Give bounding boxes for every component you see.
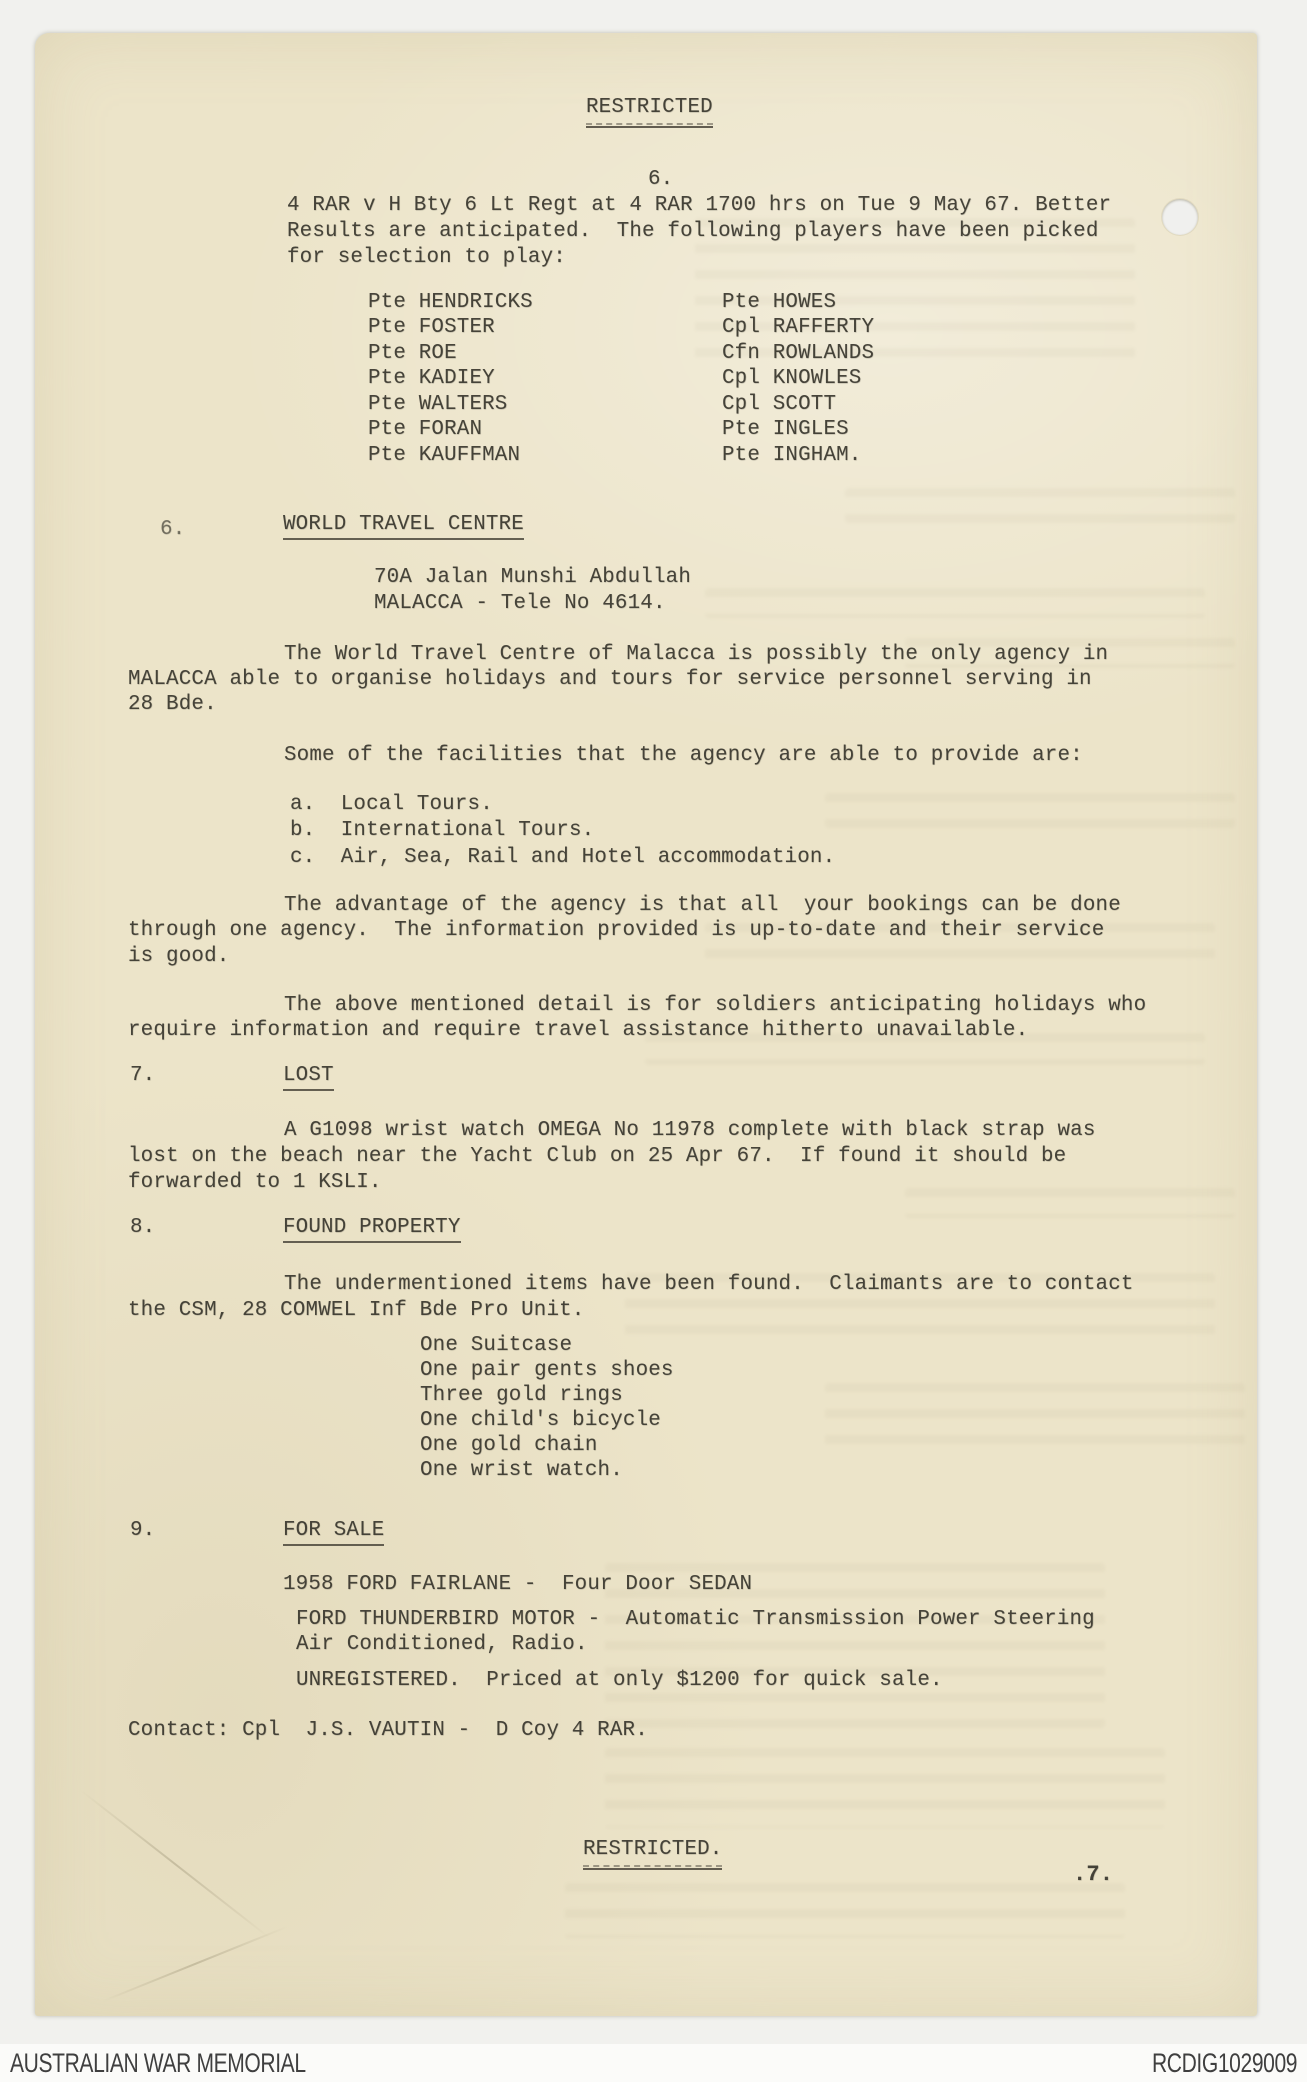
section-number: 6. — [160, 518, 186, 541]
document-page — [35, 33, 1257, 2016]
paragraph-line: for selection to play: — [287, 246, 566, 269]
player-name: Cfn ROWLANDS — [722, 342, 875, 365]
player-name: Pte FOSTER — [368, 316, 495, 339]
paragraph-line: 1958 FORD FAIRLANE - Four Door SEDAN — [283, 1573, 753, 1596]
found-item: One pair gents shoes — [420, 1359, 674, 1382]
address-line: 70A Jalan Munshi Abdullah — [374, 566, 692, 589]
bleed-through-smudge — [605, 1748, 1165, 1828]
paragraph-line: Air Conditioned, Radio. — [296, 1633, 588, 1656]
paragraph-line: FORD THUNDERBIRD MOTOR - Automatic Transmission Power Steering — [296, 1608, 1095, 1631]
list-item: a. Local Tours. — [290, 793, 493, 816]
hole-punch — [1162, 199, 1198, 235]
player-name: Pte FORAN — [368, 418, 483, 441]
paragraph-line: forwarded to 1 KSLI. — [128, 1171, 382, 1194]
classification-footer-text: RESTRICTED. — [583, 1837, 722, 1870]
player-name: Cpl RAFFERTY — [722, 316, 875, 339]
player-name: Pte ROE — [368, 342, 457, 365]
paragraph-line: 4 RAR v H Bty 6 Lt Regt at 4 RAR 1700 hrs on Tue 9 May 67. Better — [287, 194, 1112, 217]
section-number: 8. — [130, 1216, 156, 1239]
player-name: Pte INGHAM. — [722, 444, 862, 467]
section-heading — [283, 512, 524, 538]
classification-header — [586, 95, 713, 128]
list-item: b. International Tours. — [290, 819, 595, 842]
found-item: One Suitcase — [420, 1334, 573, 1357]
section-heading-text: FOUND PROPERTY — [283, 1216, 461, 1243]
bleed-through-smudge — [905, 1188, 1235, 1218]
player-name: Pte INGLES — [722, 418, 849, 441]
contact-line: Contact: Cpl J.S. VAUTIN - D Coy 4 RAR. — [128, 1719, 648, 1742]
section-heading — [283, 1063, 334, 1089]
paragraph-line: Results are anticipated. The following players have been picked — [287, 220, 1099, 243]
paragraph-line: A G1098 wrist watch OMEGA No 11978 complete with black strap was — [284, 1119, 1096, 1142]
section-heading-text: LOST — [283, 1064, 334, 1091]
paragraph-line: Some of the facilities that the agency are able to provide are: — [284, 744, 1083, 767]
found-item: One child's bicycle — [420, 1409, 661, 1432]
player-name: Cpl SCOTT — [722, 393, 837, 416]
list-item: c. Air, Sea, Rail and Hotel accommodation. — [290, 846, 836, 869]
address-line: MALACCA - Tele No 4614. — [374, 592, 666, 615]
page-number: 6. — [648, 168, 674, 191]
section-heading — [283, 1215, 461, 1241]
player-name: Cpl KNOWLES — [722, 367, 862, 390]
player-name: Pte HENDRICKS — [368, 291, 533, 314]
found-item: One wrist watch. — [420, 1459, 623, 1482]
found-item: One gold chain — [420, 1434, 598, 1457]
classification-header-text: RESTRICTED — [586, 95, 713, 128]
paragraph-line: require information and require travel assistance hitherto unavailable. — [128, 1019, 1029, 1042]
page-number-bottom: .7. — [1073, 1862, 1114, 1887]
paragraph-line: is good. — [128, 945, 230, 968]
bleed-through-smudge — [845, 488, 1235, 523]
paragraph-line: 28 Bde. — [128, 693, 217, 716]
player-name: Pte KADIEY — [368, 367, 495, 390]
paragraph-line: The World Travel Centre of Malacca is possibly the only agency in — [284, 643, 1109, 666]
bleed-through-smudge — [825, 793, 1235, 828]
reference-id: RCDIG1029009 — [1151, 2047, 1297, 2078]
section-heading — [283, 1518, 384, 1544]
player-name: Pte WALTERS — [368, 393, 508, 416]
archive-name: AUSTRALIAN WAR MEMORIAL — [10, 2047, 306, 2078]
section-heading-text: WORLD TRAVEL CENTRE — [283, 513, 524, 540]
paragraph-line: UNREGISTERED. Priced at only $1200 for quick sale. — [296, 1669, 943, 1692]
paragraph-line: lost on the beach near the Yacht Club on 25 Apr 67. If found it should be — [128, 1145, 1067, 1168]
footer-bar — [0, 2044, 1307, 2082]
section-number: 7. — [130, 1064, 156, 1087]
section-number: 9. — [130, 1519, 156, 1542]
paragraph-line: The advantage of the agency is that all your bookings can be done — [284, 894, 1121, 917]
bleed-through-smudge — [705, 588, 1205, 618]
paragraph-line: The above mentioned detail is for soldiers anticipating holidays who — [284, 994, 1147, 1017]
bleed-through-smudge — [565, 1883, 1125, 1938]
paper-crease — [80, 1789, 270, 1938]
paper-crease — [102, 1926, 288, 2003]
paragraph-line: through one agency. The information provided is up-to-date and their service — [128, 919, 1105, 942]
found-item: Three gold rings — [420, 1384, 623, 1407]
section-heading-text: FOR SALE — [283, 1519, 384, 1546]
paragraph-line: the CSM, 28 COMWEL Inf Bde Pro Unit. — [128, 1299, 585, 1322]
player-name: Pte HOWES — [722, 291, 837, 314]
paragraph-line: MALACCA able to organise holidays and tours for service personnel serving in — [128, 668, 1092, 691]
paragraph-line: The undermentioned items have been found. Claimants are to contact — [284, 1273, 1134, 1296]
player-name: Pte KAUFFMAN — [368, 444, 521, 467]
bleed-through-smudge — [825, 1383, 1245, 1448]
classification-footer — [583, 1837, 722, 1870]
